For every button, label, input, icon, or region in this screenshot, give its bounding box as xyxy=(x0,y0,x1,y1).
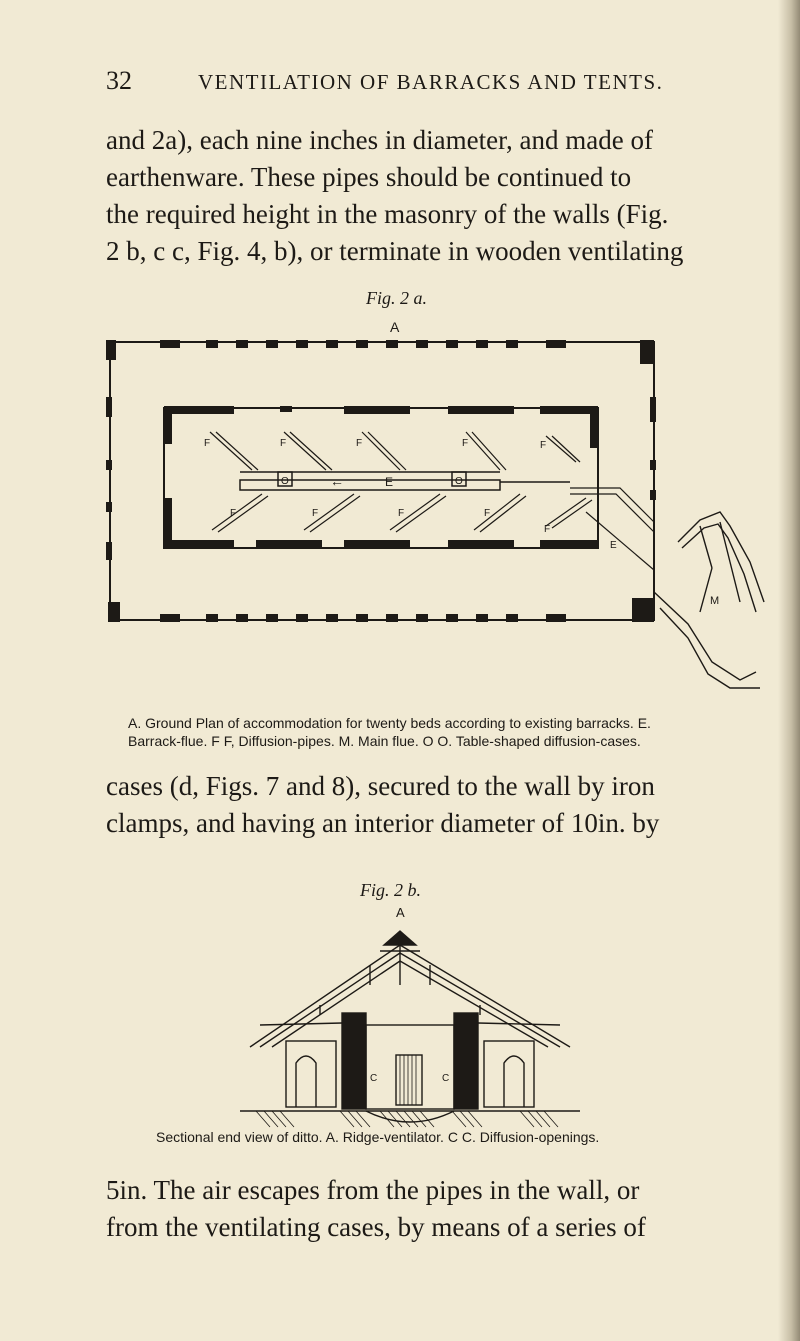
figure-2b-caption: Sectional end view of ditto. A. Ridge-ventilator. C C. Diffusion-openings. xyxy=(156,1129,600,1145)
label-f: F xyxy=(356,438,363,449)
label-a: A xyxy=(396,905,405,920)
label-f: F xyxy=(204,438,211,449)
left-wall xyxy=(342,1013,366,1109)
right-wall xyxy=(454,1013,478,1109)
main-flue xyxy=(654,512,764,688)
label-f: F xyxy=(398,508,405,519)
inner-room-beds xyxy=(164,406,598,548)
text-line: from the ventilating cases, by means of a series of xyxy=(106,1212,646,1242)
diffusion-pipes-top xyxy=(210,432,580,470)
figure-2a-ground-plan xyxy=(100,312,790,702)
paragraph-1 xyxy=(106,122,706,270)
text-line: the required height in the masonry of the walls (Fig. xyxy=(106,199,669,229)
caption-line: A. Ground Plan of accommodation for twenty beds according to existing barracks. E. xyxy=(128,715,651,731)
paragraph-3 xyxy=(106,1172,706,1246)
label-o-left: O xyxy=(281,476,289,487)
label-e-flue: E xyxy=(610,540,617,551)
roof xyxy=(250,945,570,1047)
inner-room xyxy=(366,1025,454,1109)
caption-line: Barrack-flue. F F, Diffusion-pipes. M. Main flue. O O. Table-shaped diffusion-cases. xyxy=(128,733,641,749)
label-f: F xyxy=(312,508,319,519)
arrow-left: ← xyxy=(330,473,344,489)
label-f: F xyxy=(484,508,491,519)
outer-wall xyxy=(110,342,654,620)
label-m: M xyxy=(710,595,720,607)
pipe-labels xyxy=(204,438,550,535)
label-f: F xyxy=(544,524,551,535)
bottom-bed-row xyxy=(108,598,654,622)
label-c-left: C xyxy=(370,1073,378,1084)
side-wall-blocks xyxy=(106,397,656,560)
central-flue xyxy=(240,472,570,490)
text-line: cases (d, Figs. 7 and 8), secured to the wall by iron xyxy=(106,771,655,801)
label-f: F xyxy=(280,438,287,449)
page-number: 32 xyxy=(106,66,132,95)
text-line: earthenware. These pipes should be continued to xyxy=(106,162,632,192)
left-verandah xyxy=(286,1041,336,1107)
figure-2a-caption xyxy=(128,714,651,750)
figure-2b-title: Fig. 2 b. xyxy=(360,880,421,900)
label-f: F xyxy=(462,438,469,449)
paragraph-2 xyxy=(106,768,706,842)
label-o-right: O xyxy=(455,476,463,487)
foundation-hatching xyxy=(256,1111,558,1127)
label-e-center: E xyxy=(385,475,394,489)
label-a: A xyxy=(390,319,400,335)
text-line: 5in. The air escapes from the pipes in the wall, or xyxy=(106,1175,640,1205)
inner-room xyxy=(164,408,598,548)
text-line: clamps, and having an interior diameter of 10in. by xyxy=(106,808,660,838)
ridge-ventilator xyxy=(384,931,416,945)
running-head: VENTILATION OF BARRACKS AND TENTS. xyxy=(198,70,664,94)
label-f: F xyxy=(540,440,547,451)
right-verandah xyxy=(484,1041,534,1107)
label-f: F xyxy=(230,508,237,519)
figure-2a-title: Fig. 2 a. xyxy=(366,288,427,308)
top-bed-row xyxy=(106,340,654,364)
foundation-arc xyxy=(366,1111,454,1122)
label-c-right: C xyxy=(442,1073,450,1084)
text-line: and 2a), each nine inches in diameter, and made of xyxy=(106,125,653,155)
text-line: 2 b, c c, Fig. 4, b), or terminate in wooden ventilating xyxy=(106,236,684,266)
figure-2b-section xyxy=(220,905,600,1135)
